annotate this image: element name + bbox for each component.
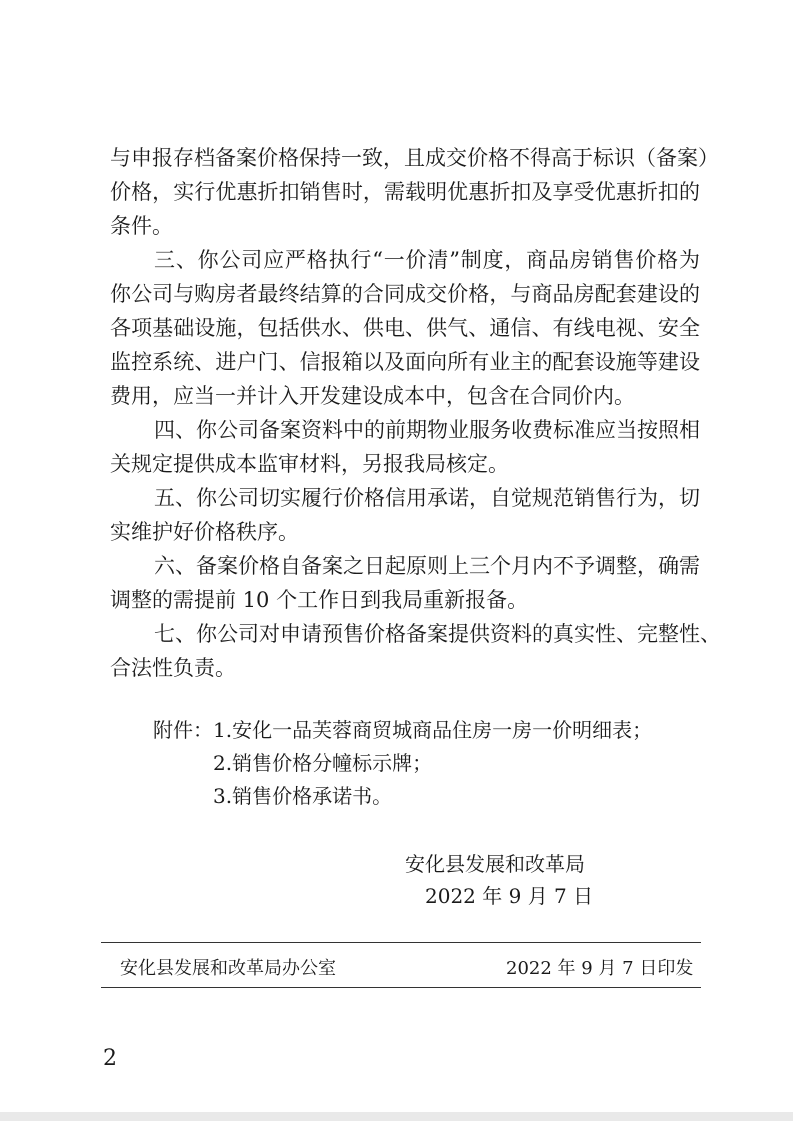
body-line: 你公司与购房者最终结算的合同成交价格，与商品房配套建设的 <box>110 282 700 306</box>
body-line: 合法性负责。 <box>110 656 236 680</box>
attachment-item: 1.安化一品芙蓉商贸城商品住房一房一价明细表； <box>213 718 653 742</box>
issuer-name: 安化县发展和改革局 <box>405 852 585 876</box>
body-line: 与申报存档备案价格保持一致，且成交价格不得高于标识（备案） <box>110 146 719 170</box>
body-line: 各项基础设施，包括供水、供电、供气、通信、有线电视、安全 <box>110 316 700 340</box>
body-line: 关规定提供成本监审材料，另报我局核定。 <box>110 452 509 476</box>
clause-five-line: 五、你公司切实履行价格信用承诺，自觉规范销售行为，切 <box>154 486 700 510</box>
clause-three-line: 三、你公司应严格执行“一价清”制度，商品房销售价格为 <box>154 248 700 272</box>
footer-top-rule <box>101 942 701 943</box>
clause-six-line: 六、备案价格自备案之日起原则上三个月内不予调整，确需 <box>154 554 700 578</box>
clause-seven-line: 七、你公司对申请预售价格备案提供资料的真实性、完整性、 <box>154 622 721 646</box>
body-line: 价格，实行优惠折扣销售时，需载明优惠折扣及享受优惠折扣的 <box>110 180 700 204</box>
attachments-label: 附件： <box>153 718 213 742</box>
footer-office: 安化县发展和改革局办公室 <box>120 958 336 979</box>
body-line: 实维护好价格秩序。 <box>110 520 299 544</box>
body-line: 费用，应当一并计入开发建设成本中，包含在合同价内。 <box>110 384 635 408</box>
scan-edge <box>0 1112 793 1121</box>
clause-four-line: 四、你公司备案资料中的前期物业服务收费标准应当按照相 <box>154 418 700 442</box>
issue-date: 2022 年 9 月 7 日 <box>425 884 594 908</box>
body-line: 调整的需提前 10 个工作日到我局重新报备。 <box>110 588 529 612</box>
body-line: 监控系统、进户门、信报箱以及面向所有业主的配套设施等建设 <box>110 350 700 374</box>
footer-bottom-rule <box>101 987 701 988</box>
page-number: 2 <box>103 1046 117 1071</box>
attachment-item: 3.销售价格承诺书。 <box>213 784 393 808</box>
body-line: 条件。 <box>110 214 173 238</box>
footer-issued-date: 2022 年 9 月 7 日印发 <box>506 958 694 979</box>
attachment-item: 2.销售价格分幢标示牌； <box>213 751 433 775</box>
